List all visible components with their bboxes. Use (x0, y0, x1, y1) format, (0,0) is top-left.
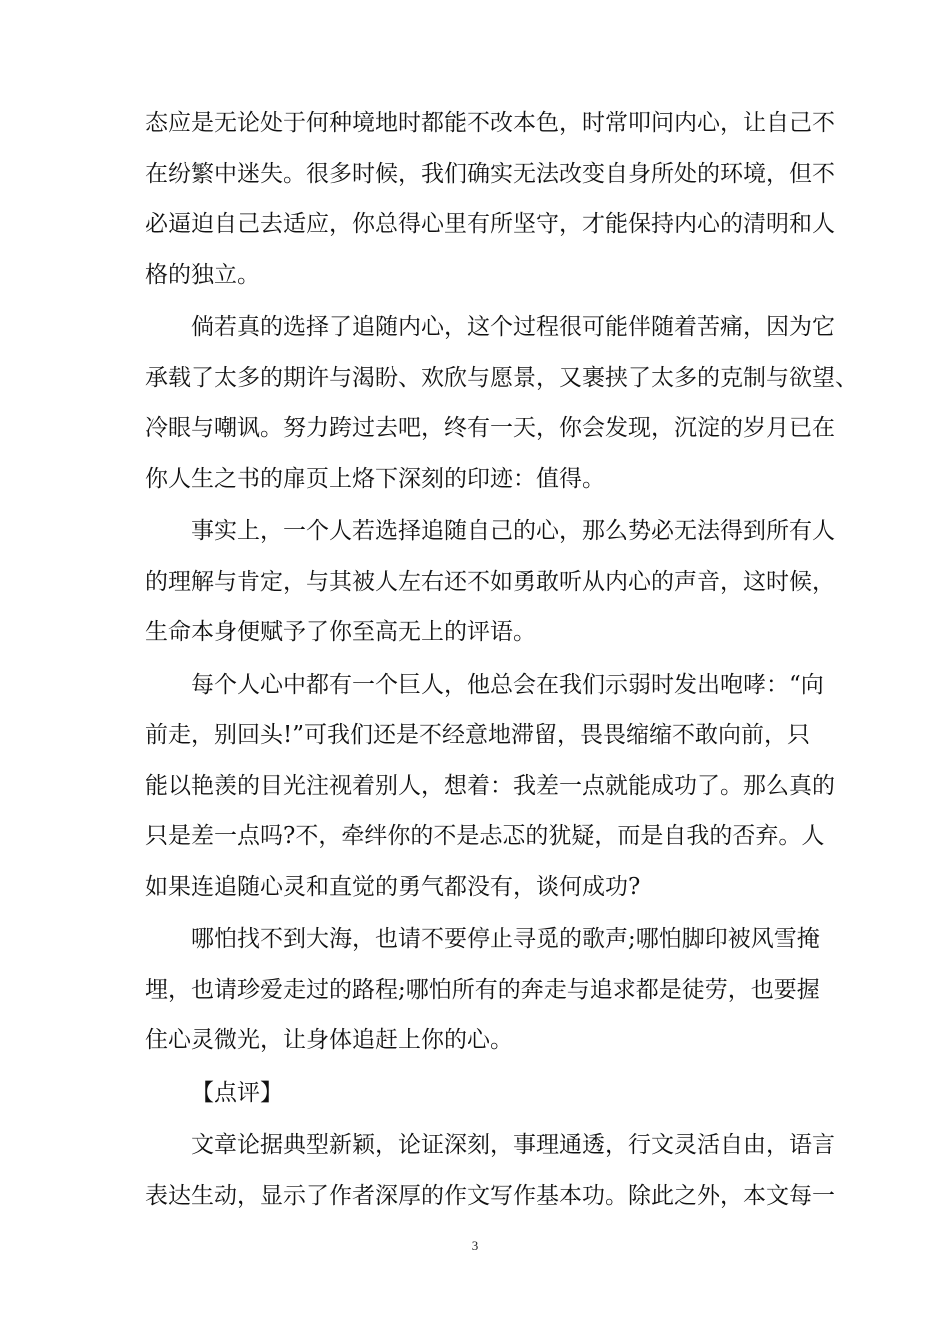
text-line: 在纷繁中迷失。很多时候，我们确实无法改变自身所处的环境，但不 (145, 160, 835, 187)
document-body (145, 98, 858, 1223)
paragraph-2 (145, 302, 858, 504)
paragraph-5 (145, 914, 820, 1066)
text-line: 表达生动，显示了作者深厚的作文写作基本功。除此之外，本文每一 (145, 1182, 835, 1209)
text-line: 承载了太多的期许与渴盼、欢欣与愿景，又裹挟了太多的克制与欲望、 (145, 364, 858, 391)
text-line: 的理解与肯定，与其被人左右还不如勇敢听从内心的声音，这时候， (145, 568, 835, 595)
text-line: 必逼迫自己去适应，你总得心里有所坚守，才能保持内心的清明和人 (145, 211, 835, 237)
paragraph-4 (145, 660, 835, 913)
paragraph-3 (145, 506, 835, 658)
text-line: 哪怕找不到大海，也请不要停止寻觅的歌声;哪怕脚印被风雪掩 (191, 926, 820, 952)
text-line: 倘若真的选择了追随内心，这个过程很可能伴随着苦痛，因为它 (191, 314, 835, 340)
text-line: 你人生之书的扉页上烙下深刻的印迹：值得。 (145, 465, 605, 492)
text-line: 只是差一点吗?不，牵绊你的不是忐忑的犹疑，而是自我的否弃。人 (145, 823, 825, 849)
section-heading: 【点评】 (191, 1079, 283, 1106)
paragraph-1 (145, 98, 835, 300)
text-line: 冷眼与嘲讽。努力跨过去吧，终有一天，你会发现，沉淀的岁月已在 (145, 415, 835, 441)
text-line: 住心灵微光，让身体追赶上你的心。 (145, 1027, 513, 1053)
review-heading (145, 1068, 815, 1119)
text-line: 文章论据典型新颖，论证深刻，事理通透，行文灵活自由，语言 (191, 1132, 835, 1158)
text-line: 能以艳羡的目光注视着别人，想着：我差一点就能成功了。那么真的 (145, 772, 835, 799)
text-line: 每个人心中都有一个巨人，他总会在我们示弱时发出咆哮：“向 (191, 671, 824, 698)
text-line: 格的独立。 (145, 261, 260, 288)
text-line: 事实上，一个人若选择追随自己的心，那么势必无法得到所有人 (191, 518, 835, 544)
text-line: 生命本身便赋予了你至高无上的评语。 (145, 619, 536, 645)
paragraph-7 (145, 1120, 835, 1221)
text-line: 如果连追随心灵和直觉的勇气都没有，谈何成功? (145, 873, 641, 900)
text-line: 态应是无论处于何种境地时都能不改本色，时常叩问内心，让自己不 (145, 110, 835, 136)
text-line: 前走，别回头!”可我们还是不经意地滞留，畏畏缩缩不敢向前，只 (145, 722, 811, 748)
page-number: 3 (471, 1238, 479, 1253)
text-line: 埋，也请珍爱走过的路程;哪怕所有的奔走与追求都是徒劳，也要握 (145, 976, 820, 1003)
